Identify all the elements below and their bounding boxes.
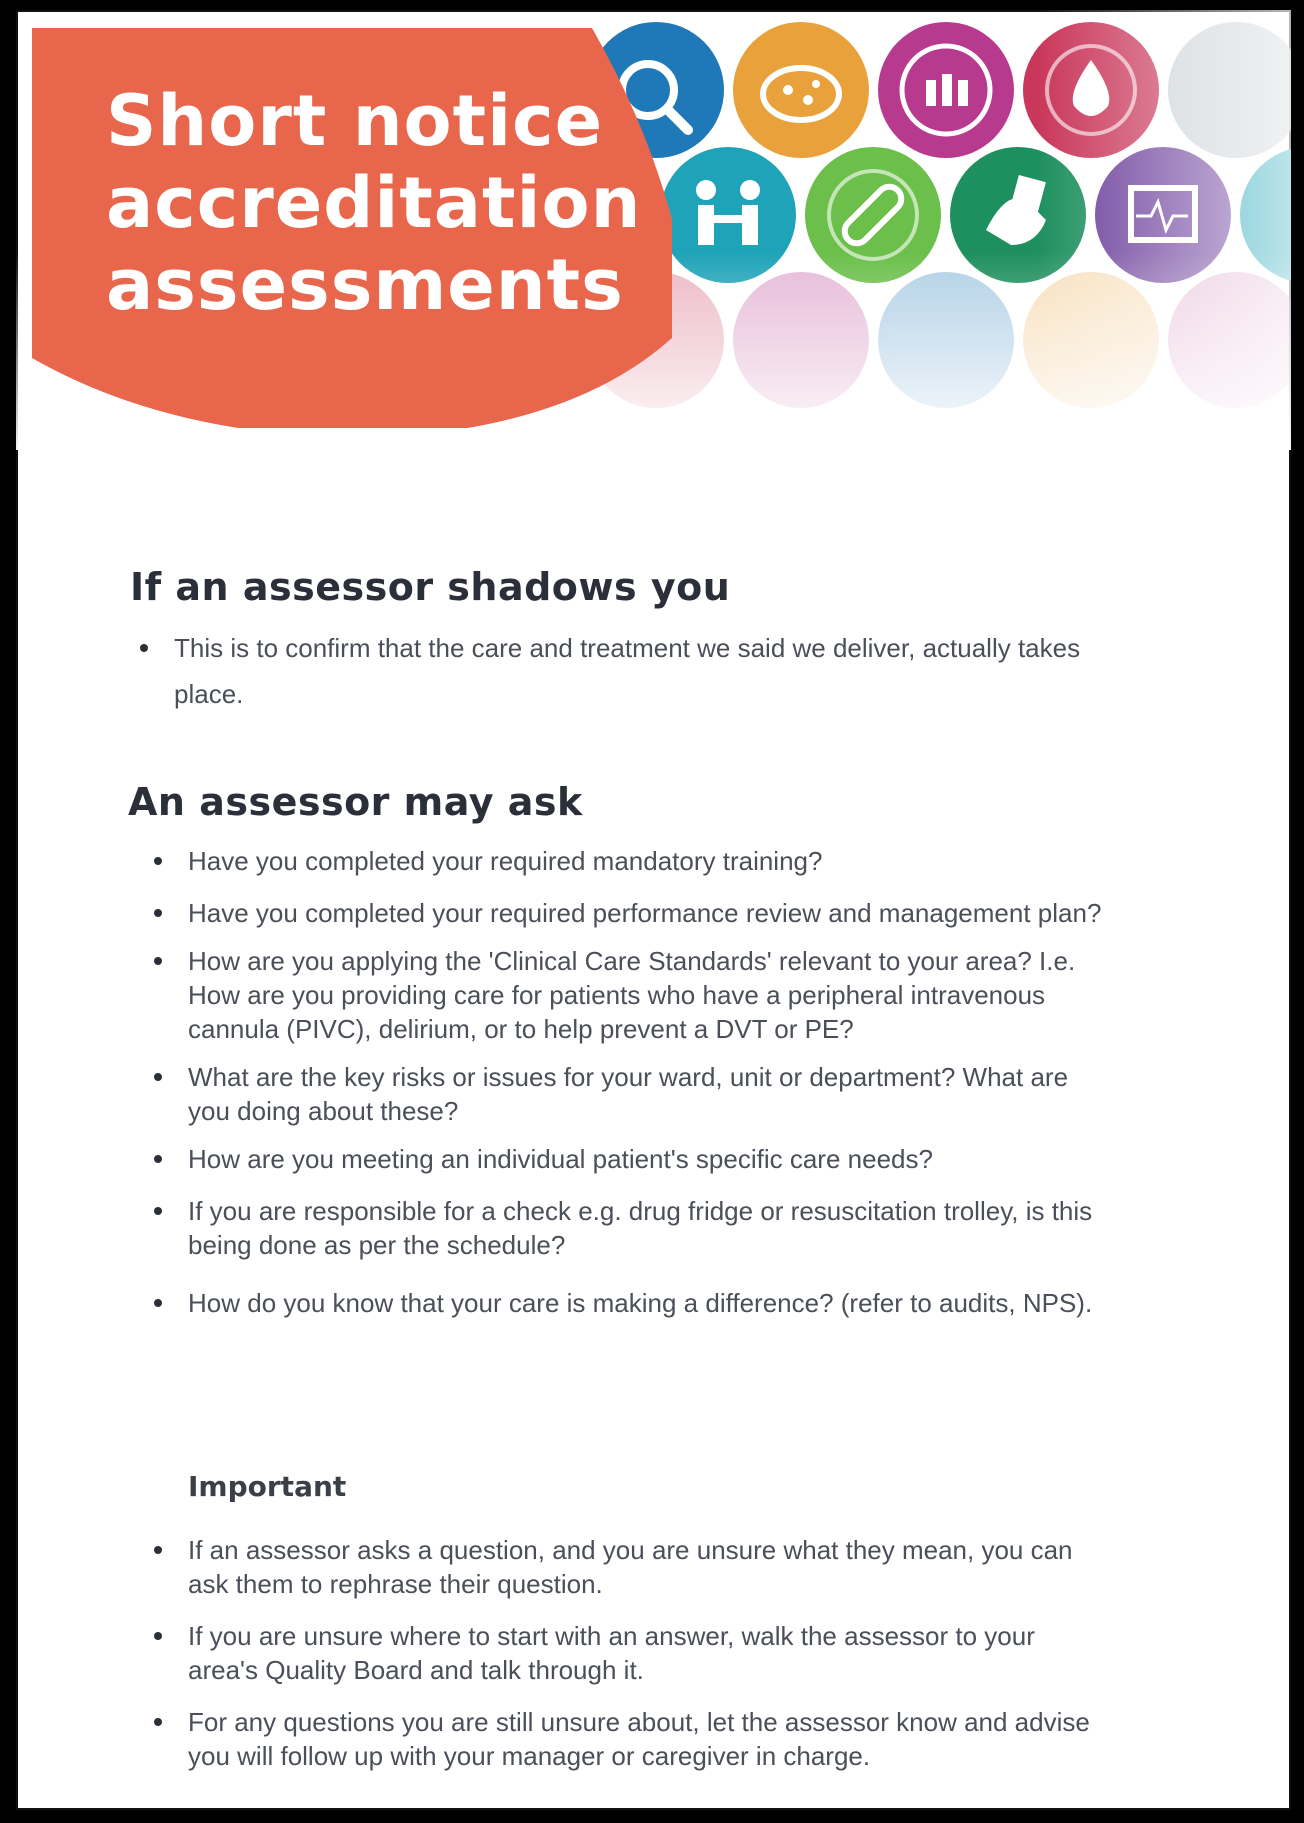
list-item-text: For any questions you are still unsure about, let the assessor know and advise you will follow up with your manager or caregiver in charge. bbox=[188, 1707, 1090, 1771]
bullet-dot bbox=[154, 1546, 162, 1554]
title-line: assessments bbox=[106, 244, 624, 326]
page-title bbox=[106, 80, 642, 326]
list-item bbox=[188, 896, 1108, 930]
list-item bbox=[188, 1142, 1108, 1176]
list-item bbox=[188, 1533, 1108, 1601]
bullet-dot bbox=[154, 857, 162, 865]
document-page bbox=[16, 10, 1291, 1810]
list-item-text: How are you applying the 'Clinical Care Standards' relevant to your area? I.e. How are you providing care for patients who have a peripheral intravenous cannula (PIVC), delirium, or to help prevent a DVT or PE? bbox=[188, 946, 1076, 1044]
list-item bbox=[188, 1276, 1108, 1330]
section-heading-shadows: If an assessor shadows you bbox=[130, 565, 731, 609]
bullet-dot bbox=[154, 957, 162, 965]
list-item-text: This is to confirm that the care and treatment we said we deliver, actually takes place. bbox=[174, 633, 1081, 709]
bullet-dot bbox=[140, 644, 148, 652]
list-item bbox=[188, 944, 1108, 1046]
list-item-text: What are the key risks or issues for your ward, unit or department? What are you doing about these? bbox=[188, 1062, 1069, 1126]
bullet-dot bbox=[154, 1073, 162, 1081]
list-item-text: How are you meeting an individual patient's specific care needs? bbox=[188, 1144, 933, 1174]
list-item bbox=[188, 1060, 1108, 1128]
list-item-text: If an assessor asks a question, and you are unsure what they mean, you can ask them to rephrase their question. bbox=[188, 1535, 1073, 1599]
section-heading-important: Important bbox=[188, 1470, 347, 1503]
shadow-bullet-list bbox=[174, 625, 1094, 717]
questions-bullet-list bbox=[188, 844, 1108, 1330]
bullet-dot bbox=[154, 1207, 162, 1215]
bullet-dot bbox=[154, 1632, 162, 1640]
bullet-dot bbox=[154, 1299, 162, 1307]
list-item-text: Have you completed your required mandatory training? bbox=[188, 846, 823, 876]
list-item bbox=[188, 1619, 1108, 1687]
list-item-text: Have you completed your required performance review and management plan? bbox=[188, 898, 1102, 928]
important-bullet-list bbox=[188, 1533, 1108, 1773]
bullet-dot bbox=[154, 1155, 162, 1163]
bullet-dot bbox=[154, 909, 162, 917]
list-item bbox=[188, 1194, 1108, 1262]
bullet-dot bbox=[154, 1718, 162, 1726]
section-heading-may-ask: An assessor may ask bbox=[128, 780, 583, 824]
list-item-text: How do you know that your care is making a difference? (refer to audits, NPS). bbox=[188, 1288, 1093, 1318]
title-line: Short notice bbox=[106, 80, 604, 162]
list-item bbox=[188, 1705, 1108, 1773]
title-line: accreditation bbox=[106, 162, 642, 244]
list-item bbox=[188, 844, 1108, 878]
list-item-text: If you are unsure where to start with an answer, walk the assessor to your area's Quality Board and talk through it. bbox=[188, 1621, 1035, 1685]
list-item-text: If you are responsible for a check e.g. drug fridge or resuscitation trolley, is this being done as per the schedule? bbox=[188, 1196, 1093, 1260]
list-item bbox=[174, 625, 1094, 717]
